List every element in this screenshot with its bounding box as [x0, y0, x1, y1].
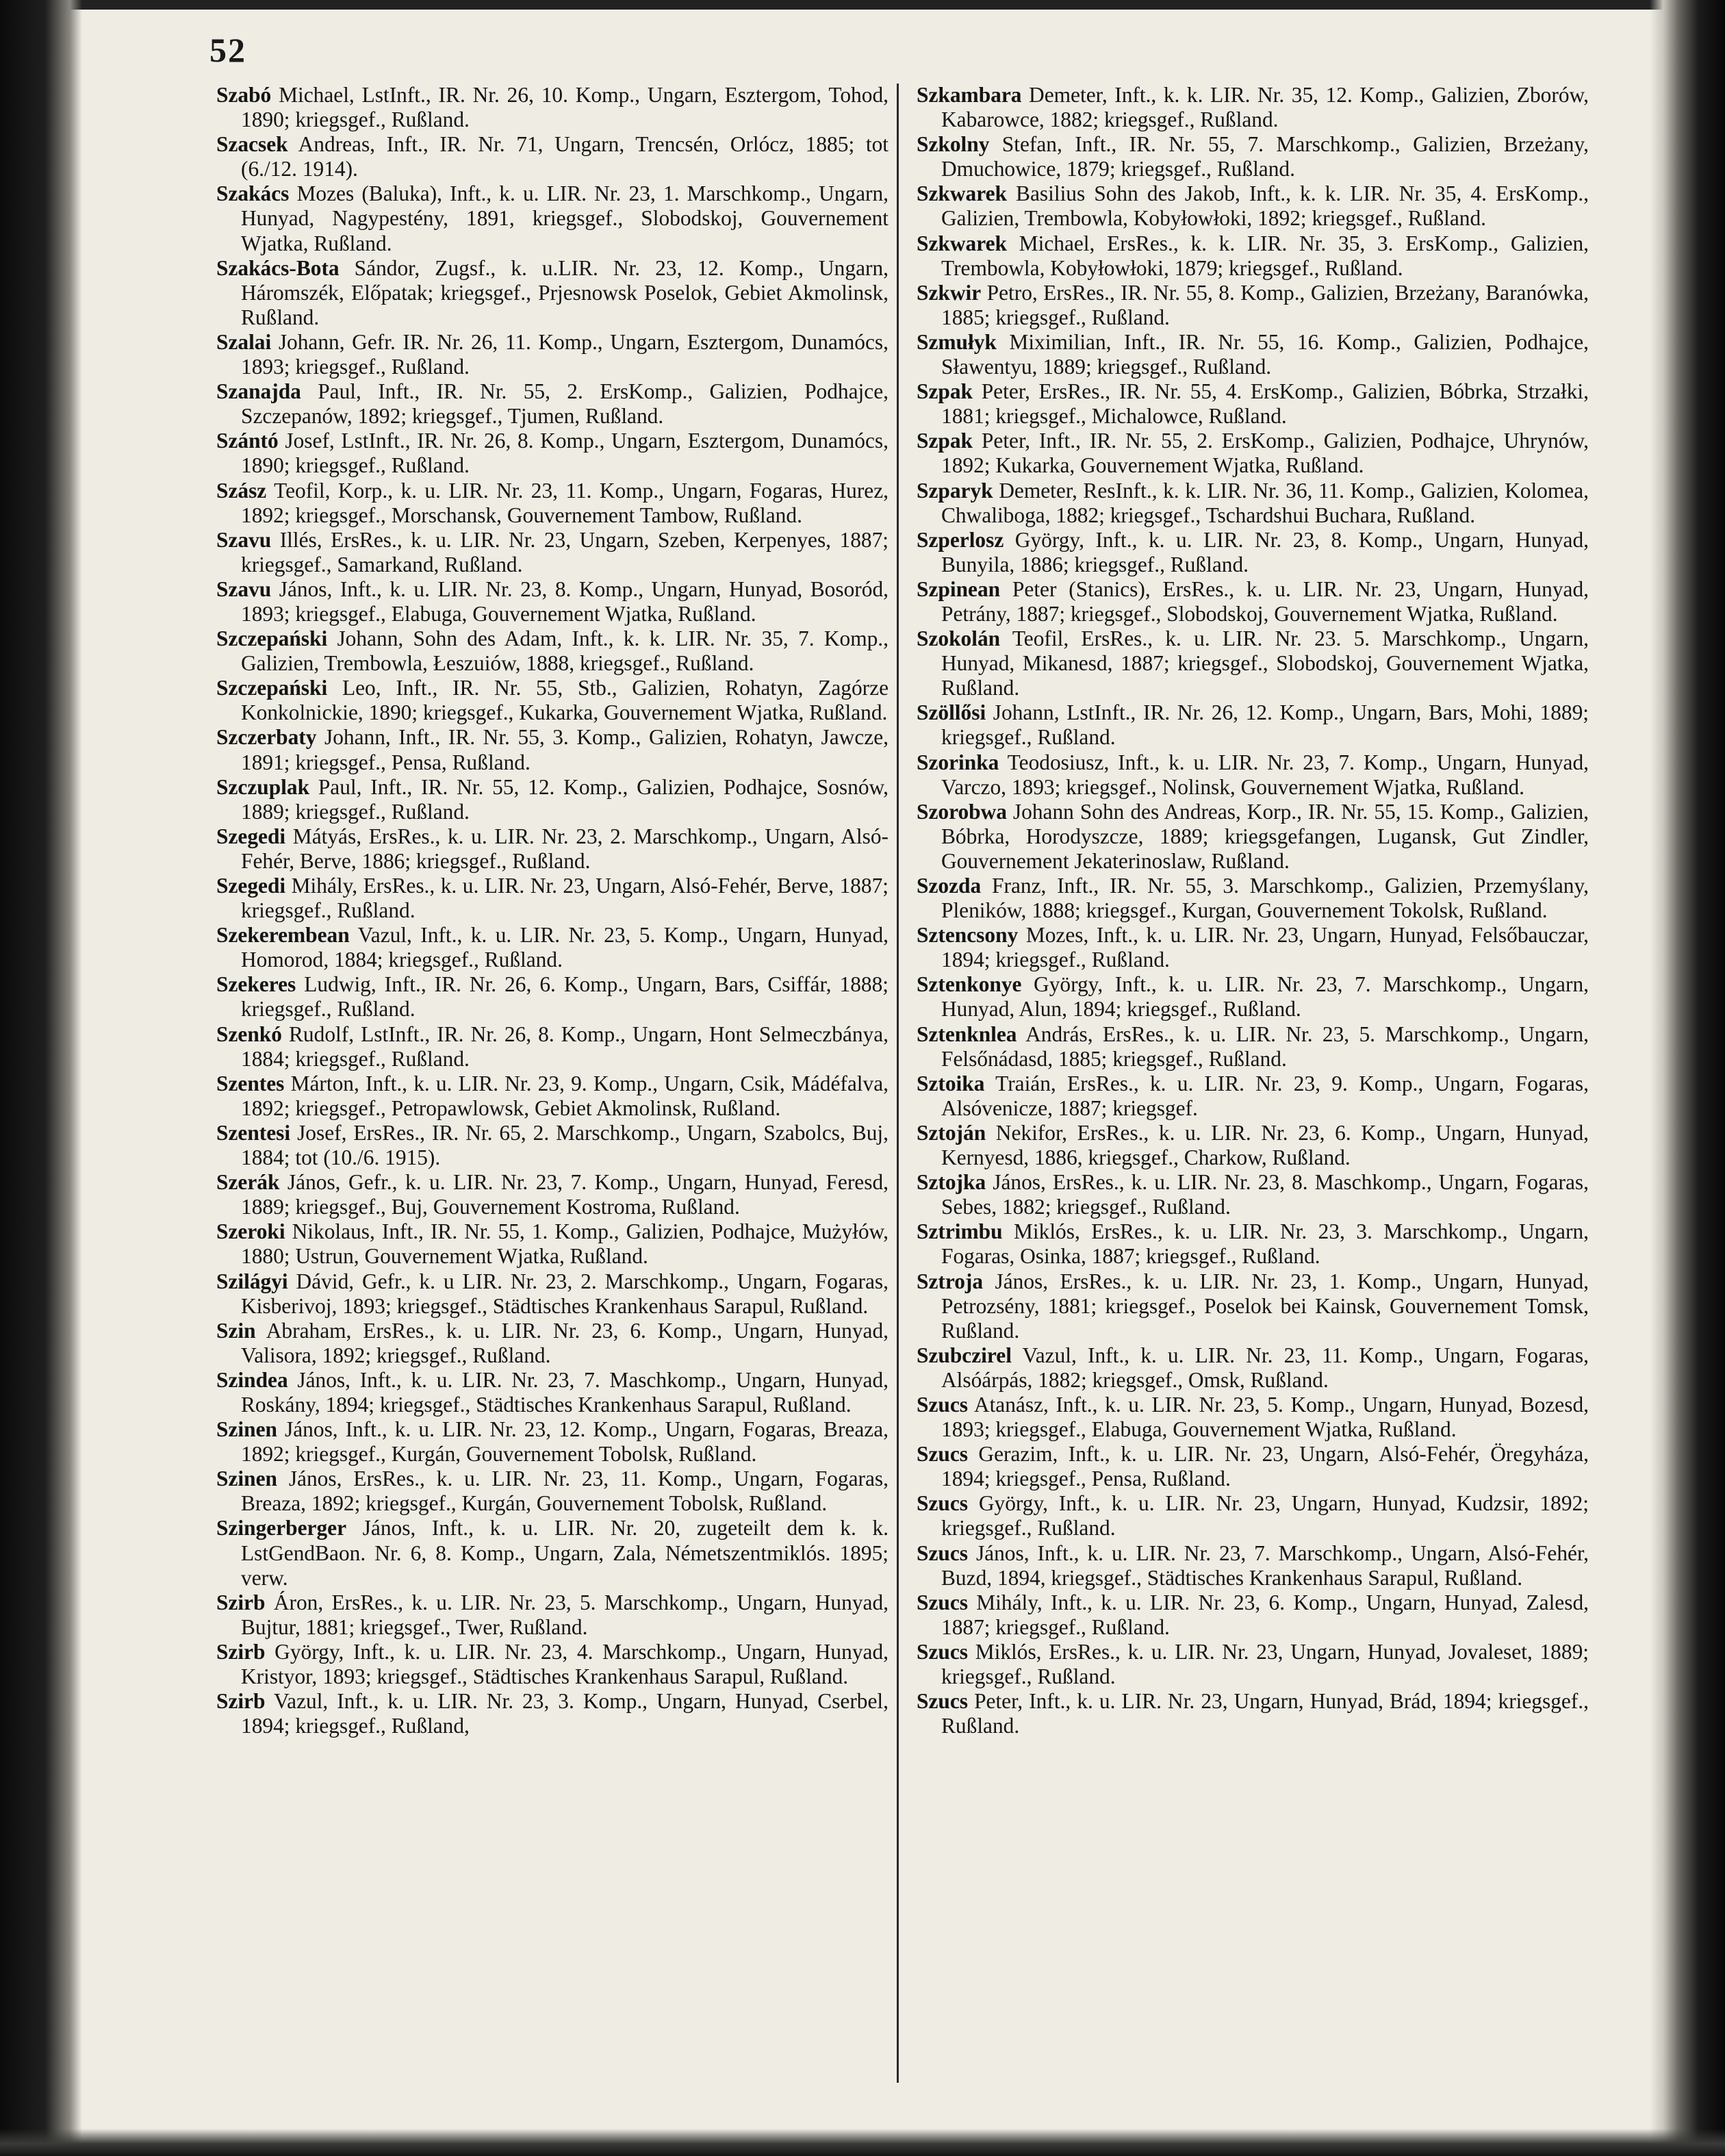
- entry-surname: Szozda: [917, 874, 982, 898]
- entry-surname: Sztoján: [917, 1120, 986, 1145]
- entry-surname: Szöllősi: [917, 700, 986, 725]
- scan-border-bottom: [0, 2129, 1725, 2156]
- list-item: [216, 528, 889, 577]
- entry-details: Vazul, Inft., k. u. LIR. Nr. 23, 11. Komp., Ungarn, Fogaras, Alsóárpás, 1882; kriegsgef., Omsk, Rußland.: [941, 1343, 1589, 1392]
- entry-surname: Szpak: [917, 379, 973, 404]
- list-item: [216, 725, 889, 774]
- entry-surname: Szinen: [216, 1417, 277, 1442]
- entry-details: Teodosiusz, Inft., k. u. LIR. Nr. 23, 7. Komp., Ungarn, Hunyad, Varczo, 1893; kriegsgef., Nolinsk, Gouvernement Wjatka, Rußland.: [941, 750, 1589, 799]
- entry-surname: Sztojka: [917, 1170, 986, 1195]
- entry-details: Josef, ErsRes., IR. Nr. 65, 2. Marschkomp., Ungarn, Szabolcs, Buj, 1884; tot (10./6. 1915).: [241, 1120, 889, 1170]
- list-item: [917, 1269, 1589, 1343]
- entry-details: János, Inft., k. u. LIR. Nr. 23, 7. Marschkomp., Ungarn, Alsó-Fehér, Buzd, 1894, kriegsgef., Städtisches Krankenhaus Sarapul, Rußland.: [941, 1540, 1589, 1590]
- entry-details: Andreas, Inft., IR. Nr. 71, Ungarn, Trencsén, Orlócz, 1885; tot (6./12. 1914).: [241, 132, 889, 181]
- entry-surname: Szucs: [917, 1442, 968, 1467]
- entry-details: Peter, Inft., IR. Nr. 55, 2. ErsKomp., Galizien, Podhajce, Uhrynów, 1892; Kukarka, Gouvernement Wjatka, Rußland.: [941, 429, 1589, 478]
- list-item: [917, 1590, 1589, 1640]
- list-item: [917, 923, 1589, 972]
- list-item: [216, 1368, 889, 1417]
- entry-details: Illés, ErsRes., k. u. LIR. Nr. 23, Ungarn, Szeben, Kerpenyes, 1887; kriegsgef., Samarkand, Rußland.: [241, 527, 889, 576]
- list-item: [917, 1491, 1589, 1540]
- entry-surname: Szczerbaty: [216, 725, 317, 750]
- entry-details: János, ErsRes., k. u. LIR. Nr. 23, 1. Komp., Ungarn, Hunyad, Petrozsény, 1881; kriegsgef., Poselok bei Kainsk, Gouvernement Tomsk, Rußland.: [941, 1269, 1589, 1343]
- entry-details: Atanász, Inft., k. u. LIR. Nr. 23, 5. Komp., Ungarn, Hunyad, Bozesd, 1893; kriegsgef., Elabuga, Gouvernement Wjatka, Rußland.: [941, 1392, 1589, 1442]
- list-item: [216, 1319, 889, 1368]
- entry-surname: Szucs: [917, 1540, 968, 1565]
- entry-surname: Sztenknlea: [917, 1022, 1017, 1046]
- entry-surname: Szirb: [216, 1639, 266, 1664]
- entry-surname: Szirb: [216, 1590, 266, 1614]
- entry-details: Gerazim, Inft., k. u. LIR. Nr. 23, Ungarn, Alsó-Fehér, Öregyháza, 1894; kriegsgef., Pensa, Rußland.: [941, 1442, 1589, 1491]
- list-item: [917, 1689, 1589, 1738]
- entry-surname: Szingerberger: [216, 1516, 347, 1540]
- list-item: [216, 626, 889, 676]
- list-item: [216, 1022, 889, 1071]
- list-item: [216, 256, 889, 330]
- list-item: [216, 1121, 889, 1170]
- list-item: [216, 824, 889, 874]
- entry-surname: Szegedi: [216, 874, 286, 898]
- entry-surname: Szentesi: [216, 1120, 291, 1145]
- entry-details: Miklós, ErsRes., k. u. LIR. Nr. 23, Ungarn, Hunyad, Jovaleset, 1889; kriegsgef., Rußland.: [941, 1639, 1589, 1688]
- entry-surname: Sztoika: [917, 1071, 985, 1095]
- entry-surname: Szczepański: [216, 676, 328, 700]
- entry-details: György, Inft., k. u. LIR. Nr. 23, Ungarn, Hunyad, Kudzsir, 1892; kriegsgef., Rußland.: [941, 1491, 1589, 1540]
- entry-surname: Szalai: [216, 329, 272, 354]
- list-item: [216, 1071, 889, 1121]
- entry-details: András, ErsRes., k. u. LIR. Nr. 23, 5. Marschkomp., Ungarn, Felsőnádasd, 1885; kriegsgef., Rußland.: [941, 1022, 1589, 1071]
- list-item: [917, 181, 1589, 231]
- list-item: [917, 1022, 1589, 1071]
- list-item: [216, 181, 889, 255]
- left-column: [216, 83, 889, 1738]
- list-item: [917, 83, 1589, 132]
- entry-surname: Szerák: [216, 1170, 280, 1195]
- entry-surname: Szenkó: [216, 1022, 282, 1046]
- entry-surname: Szczepański: [216, 626, 328, 651]
- list-item: [917, 1393, 1589, 1442]
- entry-surname: Szin: [216, 1318, 256, 1343]
- entry-details: Mozes, Inft., k. u. LIR. Nr. 23, Ungarn, Hunyad, Felsőbauczar, 1894; kriegsgef., Rußland.: [941, 923, 1589, 972]
- entry-details: Ludwig, Inft., IR. Nr. 26, 6. Komp., Ungarn, Bars, Csiffár, 1888; kriegsgef., Rußland.: [241, 972, 889, 1022]
- entry-surname: Szacsek: [216, 132, 288, 157]
- entry-details: Stefan, Inft., IR. Nr. 55, 7. Marschkomp., Galizien, Brzeżany, Dmuchowice, 1879; kriegsgef., Rußland.: [941, 132, 1589, 181]
- entry-details: Paul, Inft., IR. Nr. 55, 2. ErsKomp., Galizien, Podhajce, Szczepanów, 1892; kriegsgef., Tjumen, Rußland.: [241, 379, 889, 429]
- entry-details: Michael, LstInft., IR. Nr. 26, 10. Komp., Ungarn, Esztergom, Tohod, 1890; kriegsgef., Rußland.: [241, 83, 889, 132]
- entry-details: Basilius Sohn des Jakob, Inft., k. k. LIR. Nr. 35, 4. ErsKomp., Galizien, Trembowla, Kobyłowłoki, 1892; kriegsgef., Rußland.: [941, 181, 1589, 231]
- entry-surname: Szekeres: [216, 972, 296, 997]
- entry-details: György, Inft., k. u. LIR. Nr. 23, 4. Marschkomp., Ungarn, Hunyad, Kristyor, 1893; kriegsgef., Städtisches Krankenhaus Sarapul, Rußland.: [241, 1639, 889, 1688]
- entry-surname: Szakács: [216, 181, 290, 206]
- entry-surname: Szavu: [216, 527, 272, 552]
- entry-details: Rudolf, LstInft., IR. Nr. 26, 8. Komp., Ungarn, Hont Selmeczbánya, 1884; kriegsgef., Rußland.: [241, 1022, 889, 1071]
- list-item: [917, 1219, 1589, 1269]
- list-item: [216, 479, 889, 528]
- entry-details: Paul, Inft., IR. Nr. 55, 12. Komp., Galizien, Podhajce, Sosnów, 1889; kriegsgef., Rußland.: [241, 774, 889, 824]
- entry-surname: Szpinean: [917, 576, 1001, 601]
- entry-surname: Szanajda: [216, 379, 301, 404]
- entry-details: György, Inft., k. u. LIR. Nr. 23, 8. Komp., Ungarn, Hunyad, Bunyila, 1886; kriegsgef., Rußland.: [941, 527, 1589, 576]
- list-item: [917, 479, 1589, 528]
- entry-surname: Szkwarek: [917, 181, 1007, 206]
- list-item: [216, 429, 889, 478]
- list-item: [216, 1516, 889, 1590]
- list-item: [917, 281, 1589, 330]
- entry-details: Márton, Inft., k. u. LIR. Nr. 23, 9. Komp., Ungarn, Csik, Mádéfalva, 1892; kriegsgef., Petropawlowsk, Gebiet Akmolinsk, Rußland.: [241, 1071, 889, 1120]
- entry-details: Mozes (Baluka), Inft., k. u. LIR. Nr. 23, 1. Marschkomp., Ungarn, Hunyad, Nagypestény, 1891, kriegsgef., Slobodskoj, Gouvernement Wjatka, Rußland.: [241, 181, 889, 255]
- list-item: [216, 1467, 889, 1516]
- right-column: [917, 83, 1589, 1738]
- entry-surname: Szilágyi: [216, 1269, 288, 1293]
- list-item: [917, 1541, 1589, 1590]
- scan-border-right: [1650, 0, 1725, 2156]
- list-item: [917, 800, 1589, 874]
- scan-border-top: [0, 0, 1725, 10]
- entry-details: János, Inft., k. u. LIR. Nr. 23, 8. Komp., Ungarn, Hunyad, Bosoród, 1893; kriegsgef., Elabuga, Gouvernement Wjatka, Rußland.: [241, 576, 889, 626]
- entry-surname: Szinen: [216, 1467, 277, 1491]
- entry-surname: Sztrimbu: [917, 1219, 1003, 1244]
- entry-surname: Szegedi: [216, 824, 286, 848]
- entry-details: Teofil, ErsRes., k. u. LIR. Nr. 23. 5. Marschkomp., Ungarn, Hunyad, Mikanesd, 1887; kriegsgef., Slobodskoj, Gouvernement Wjatka, Rußland.: [941, 626, 1589, 700]
- entry-surname: Szirb: [216, 1689, 266, 1714]
- list-item: [917, 972, 1589, 1022]
- entry-surname: Szakács-Bota: [216, 255, 340, 280]
- entry-details: Áron, ErsRes., k. u. LIR. Nr. 23, 5. Marschkomp., Ungarn, Hunyad, Bujtur, 1881; kriegsgef., Twer, Rußland.: [241, 1590, 889, 1639]
- entry-details: Mihály, Inft., k. u. LIR. Nr. 23, 6. Komp., Ungarn, Hunyad, Zalesd, 1887; kriegsgef., Rußland.: [941, 1590, 1589, 1639]
- list-item: [216, 923, 889, 972]
- list-item: [917, 1071, 1589, 1121]
- entry-surname: Szucs: [917, 1590, 968, 1614]
- entry-details: Traián, ErsRes., k. u. LIR. Nr. 23, 9. Komp., Ungarn, Fogaras, Alsóvenicze, 1887; kriegsgef.: [941, 1071, 1589, 1120]
- entry-surname: Sztenkonye: [917, 972, 1022, 997]
- list-item: [216, 1640, 889, 1689]
- list-item: [917, 132, 1589, 181]
- list-item: [216, 1269, 889, 1319]
- list-item: [216, 1417, 889, 1467]
- list-item: [917, 1121, 1589, 1170]
- entry-details: Franz, Inft., IR. Nr. 55, 3. Marschkomp., Galizien, Przemyślany, Pleników, 1888; kriegsgef., Kurgan, Gouvernement Tokolsk, Rußland.: [941, 874, 1589, 923]
- entry-surname: Szkwir: [917, 280, 982, 305]
- entry-surname: Szmułyk: [917, 329, 997, 354]
- entry-details: Nikolaus, Inft., IR. Nr. 55, 1. Komp., Galizien, Podhajce, Mużyłów, 1880; Ustrun, Gouvernement Wjatka, Rußland.: [241, 1219, 889, 1269]
- list-item: [917, 379, 1589, 429]
- list-item: [216, 330, 889, 379]
- entry-surname: Szkwarek: [917, 231, 1007, 255]
- entry-surname: Szász: [216, 478, 267, 503]
- list-item: [216, 577, 889, 626]
- list-item: [917, 1343, 1589, 1393]
- entry-surname: Szorobwa: [917, 799, 1007, 824]
- scan-border-left: [0, 0, 82, 2156]
- entry-surname: Szczuplak: [216, 774, 310, 799]
- list-item: [917, 626, 1589, 700]
- entry-details: Josef, LstInft., IR. Nr. 26, 8. Komp., Ungarn, Esztergom, Dunamócs, 1890; kriegsgef., Rußland.: [241, 429, 889, 478]
- entry-details: Johann Sohn des Andreas, Korp., IR. Nr. 55, 15. Komp., Galizien, Bóbrka, Horodyszcze, 1889; kriegsgefangen, Lugansk, Gut Zindler, Gouvernement Jekaterinoslaw, Rußland.: [941, 799, 1589, 873]
- entry-details: Demeter, ResInft., k. k. LIR. Nr. 36, 11. Komp., Galizien, Kolomea, Chwaliboga, 1882; kriegsgef., Tschardshui Buchara, Rußland.: [941, 478, 1589, 527]
- entry-surname: Szkambara: [917, 83, 1022, 107]
- entry-details: Nekifor, ErsRes., k. u. LIR. Nr. 23, 6. Komp., Ungarn, Hunyad, Kernyesd, 1886, kriegsgef., Charkow, Rußland.: [941, 1120, 1589, 1170]
- entry-details: Johann, LstInft., IR. Nr. 26, 12. Komp., Ungarn, Bars, Mohi, 1889; kriegsgef., Rußland.: [941, 700, 1589, 750]
- list-item: [917, 874, 1589, 923]
- entry-surname: Szabó: [216, 83, 272, 107]
- entry-details: Mátyás, ErsRes., k. u. LIR. Nr. 23, 2. Marschkomp., Ungarn, Alsó-Fehér, Berve, 1886; kriegsgef., Rußland.: [241, 824, 889, 873]
- entry-details: Peter, Inft., k. u. LIR. Nr. 23, Ungarn, Hunyad, Brád, 1894; kriegsgef., Rußland.: [941, 1689, 1589, 1738]
- list-item: [917, 528, 1589, 577]
- entry-surname: Szentes: [216, 1071, 285, 1095]
- list-item: [216, 1590, 889, 1640]
- entry-surname: Szucs: [917, 1392, 968, 1417]
- entry-surname: Szpak: [917, 429, 973, 453]
- entry-surname: Szucs: [917, 1689, 968, 1714]
- list-item: [216, 676, 889, 725]
- entry-surname: Szekerembean: [216, 923, 350, 948]
- list-item: [917, 750, 1589, 800]
- entry-details: Miximilian, Inft., IR. Nr. 55, 16. Komp., Galizien, Podhajce, Sławentyu, 1889; kriegsgef., Rußland.: [941, 329, 1589, 379]
- list-item: [216, 83, 889, 132]
- entry-details: Michael, ErsRes., k. k. LIR. Nr. 35, 3. ErsKomp., Galizien, Trembowla, Kobyłowłoki, 1879; kriegsgef., Rußland.: [941, 231, 1589, 280]
- entry-surname: Szucs: [917, 1639, 968, 1664]
- entry-details: János, Inft., k. u. LIR. Nr. 23, 12. Komp., Ungarn, Fogaras, Breaza, 1892; kriegsgef., Kurgán, Gouvernement Tobolsk, Rußland.: [241, 1417, 889, 1467]
- entry-details: Demeter, Inft., k. k. LIR. Nr. 35, 12. Komp., Galizien, Zborów, Kabarowce, 1882; kriegsgef., Rußland.: [941, 83, 1589, 132]
- column-divider: [897, 84, 899, 2083]
- entry-surname: Szindea: [216, 1367, 288, 1392]
- page-number: 52: [209, 31, 246, 69]
- entry-surname: Szucs: [917, 1491, 968, 1516]
- list-item: [216, 972, 889, 1022]
- entry-details: János, Inft., k. u. LIR. Nr. 23, 7. Maschkomp., Ungarn, Hunyad, Roskány, 1894; kriegsgef., Städtisches Krankenhaus Sarapul, Rußland.: [241, 1367, 889, 1417]
- list-item: [216, 775, 889, 824]
- entry-details: Dávid, Gefr., k. u LIR. Nr. 23, 2. Marschkomp., Ungarn, Fogaras, Kisberivoj, 1893; kriegsgef., Städtisches Krankenhaus Sarapul, Rußland.: [241, 1269, 889, 1318]
- entry-details: Johann, Inft., IR. Nr. 55, 3. Komp., Galizien, Rohatyn, Jawcze, 1891; kriegsgef., Pensa, Rußland.: [241, 725, 889, 774]
- entry-details: Sándor, Zugsf., k. u.LIR. Nr. 23, 12. Komp., Ungarn, Háromszék, Előpatak; kriegsgef., Prjesnowsk Poselok, Gebiet Akmolinsk, Rußland.: [241, 255, 889, 329]
- list-item: [917, 429, 1589, 478]
- entry-surname: Sztroja: [917, 1269, 984, 1293]
- entry-surname: Szubczirel: [917, 1343, 1012, 1367]
- list-item: [216, 1170, 889, 1219]
- list-item: [216, 874, 889, 923]
- entry-details: Teofil, Korp., k. u. LIR. Nr. 23, 11. Komp., Ungarn, Fogaras, Hurez, 1892; kriegsgef., Morschansk, Gouvernement Tambow, Rußland.: [241, 478, 889, 527]
- list-item: [917, 700, 1589, 750]
- list-item: [917, 1170, 1589, 1219]
- entry-surname: Szántó: [216, 429, 279, 453]
- list-item: [216, 379, 889, 429]
- entry-details: János, ErsRes., k. u. LIR. Nr. 23, 11. Komp., Ungarn, Fogaras, Breaza, 1892; kriegsgef., Kurgán, Gouvernement Tobolsk, Rußland.: [241, 1467, 889, 1516]
- entry-surname: Szparyk: [917, 478, 993, 503]
- list-item: [216, 1689, 889, 1738]
- entry-details: Johann, Sohn des Adam, Inft., k. k. LIR. Nr. 35, 7. Komp., Galizien, Trembowla, Łeszuiów, 1888, kriegsgef., Rußland.: [241, 626, 889, 676]
- entry-details: János, Inft., k. u. LIR. Nr. 20, zugeteilt dem k. k. LstGendBaon. Nr. 6, 8. Komp., Ungarn, Zala, Németszentmiklós. 1895; verw.: [241, 1516, 889, 1590]
- entry-surname: Szorinka: [917, 750, 999, 774]
- entry-details: János, ErsRes., k. u. LIR. Nr. 23, 8. Maschkomp., Ungarn, Fogaras, Sebes, 1882; kriegsgef., Rußland.: [941, 1170, 1589, 1219]
- entry-surname: Sztencsony: [917, 923, 1019, 948]
- entry-details: Mihály, ErsRes., k. u. LIR. Nr. 23, Ungarn, Alsó-Fehér, Berve, 1887; kriegsgef., Rußland.: [241, 874, 889, 923]
- entry-details: Peter, ErsRes., IR. Nr. 55, 4. ErsKomp., Galizien, Bóbrka, Strzałki, 1881; kriegsgef., Michalowce, Rußland.: [941, 379, 1589, 429]
- entry-surname: Szokolán: [917, 626, 1001, 651]
- entry-details: Leo, Inft., IR. Nr. 55, Stb., Galizien, Rohatyn, Zagórze Konkolnickie, 1890; kriegsgef., Kukarka, Gouvernement Wjatka, Rußland.: [241, 676, 889, 725]
- entry-details: Peter (Stanics), ErsRes., k. u. LIR. Nr. 23, Ungarn, Hunyad, Petrány, 1887; kriegsgef., Slobodskoj, Gouvernement Wjatka, Rußland.: [941, 576, 1589, 626]
- entry-details: György, Inft., k. u. LIR. Nr. 23, 7. Marschkomp., Ungarn, Hunyad, Alun, 1894; kriegsgef., Rußland.: [941, 972, 1589, 1022]
- entry-details: Abraham, ErsRes., k. u. LIR. Nr. 23, 6. Komp., Ungarn, Hunyad, Valisora, 1892; kriegsgef., Rußland.: [241, 1318, 889, 1367]
- entry-details: János, Gefr., k. u. LIR. Nr. 23, 7. Komp., Ungarn, Hunyad, Feresd, 1889; kriegsgef., Buj, Gouvernement Kostroma, Rußland.: [241, 1170, 889, 1219]
- list-item: [917, 330, 1589, 379]
- list-item: [216, 1219, 889, 1269]
- entry-surname: Szeroki: [216, 1219, 285, 1244]
- entry-details: Johann, Gefr. IR. Nr. 26, 11. Komp., Ungarn, Esztergom, Dunamócs, 1893; kriegsgef., Rußland.: [241, 329, 889, 379]
- list-item: [917, 231, 1589, 281]
- entry-details: Miklós, ErsRes., k. u. LIR. Nr. 23, 3. Marschkomp., Ungarn, Fogaras, Osinka, 1887; kriegsgef., Rußland.: [941, 1219, 1589, 1269]
- list-item: [917, 1442, 1589, 1491]
- list-item: [917, 577, 1589, 626]
- entry-surname: Szkolny: [917, 132, 990, 157]
- list-item: [917, 1640, 1589, 1689]
- entry-details: Petro, ErsRes., IR. Nr. 55, 8. Komp., Galizien, Brzeżany, Baranówka, 1885; kriegsgef., Rußland.: [941, 280, 1589, 329]
- list-item: [216, 132, 889, 181]
- entry-details: Vazul, Inft., k. u. LIR. Nr. 23, 3. Komp., Ungarn, Hunyad, Cserbel, 1894; kriegsgef., Rußland,: [241, 1689, 889, 1738]
- entry-surname: Szperlosz: [917, 527, 1004, 552]
- entry-surname: Szavu: [216, 576, 272, 601]
- entry-details: Vazul, Inft., k. u. LIR. Nr. 23, 5. Komp., Ungarn, Hunyad, Homorod, 1884; kriegsgef., Rußland.: [241, 923, 889, 972]
